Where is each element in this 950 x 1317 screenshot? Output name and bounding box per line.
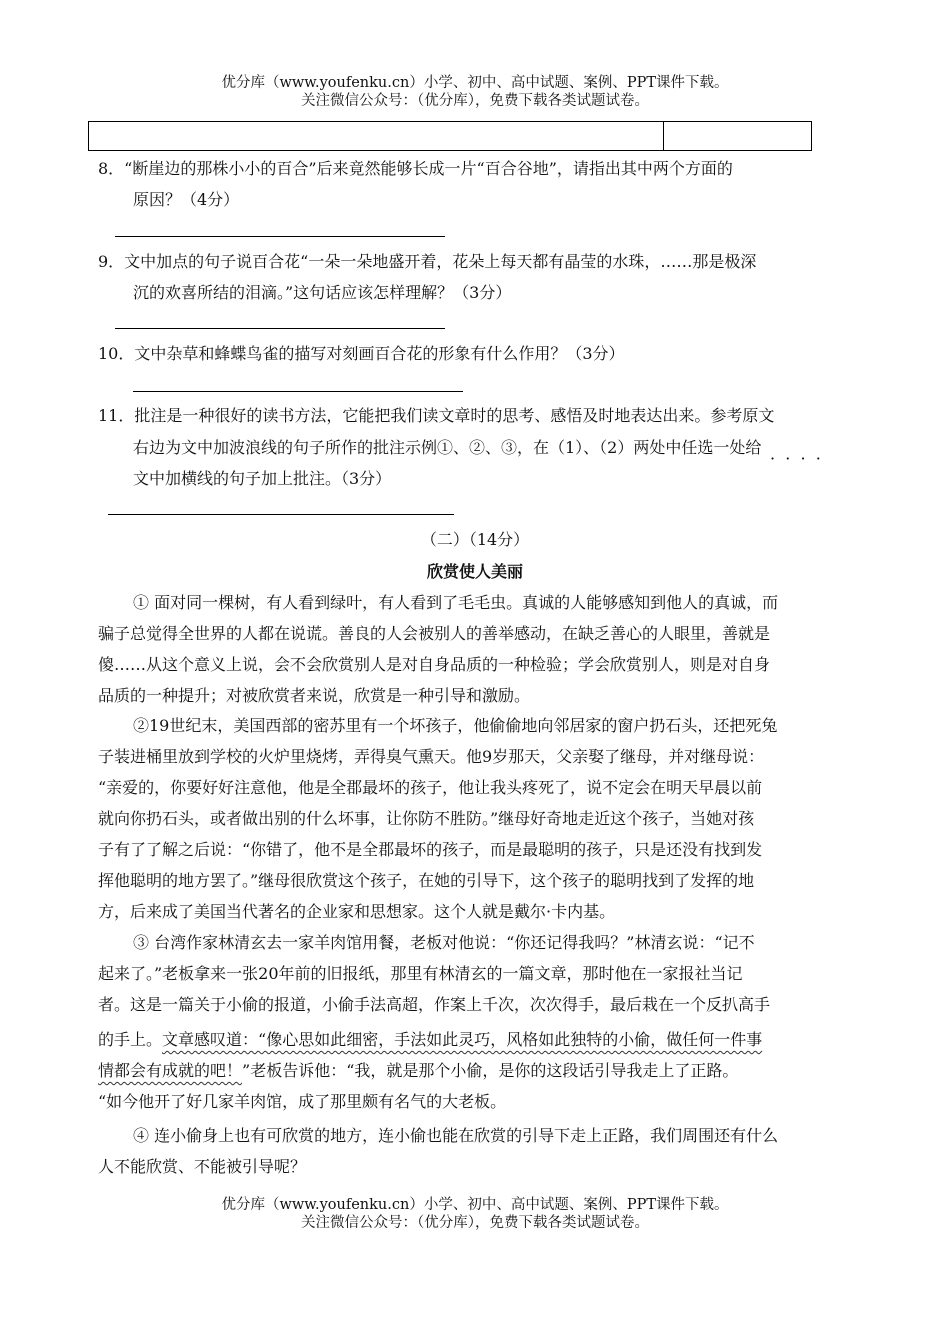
table-divider	[663, 122, 664, 150]
passage-p2-line: “亲爱的，你要好好注意他，他是全郡最坏的孩子，他让我头疼死了，说不定会在明天早晨以前	[98, 778, 763, 797]
question-8-answer-line[interactable]	[115, 236, 445, 237]
plain-text: 的手上。	[98, 1030, 163, 1049]
footer-line-1: 优分库（www.youfenku.cn）小学、初中、高中试题、案例、PPT课件下载。	[221, 1197, 729, 1213]
passage-p1-line: 品质的一种提升；对被欣赏者来说，欣赏是一种引导和激励。	[98, 686, 531, 705]
footer-line-2: 关注微信公众号：（优分库），免费下载各类试题试卷。	[301, 1215, 649, 1231]
plain-text: ”老板告诉他：“我，就是那个小偷，是你的这段话引导我走上了正路。	[242, 1061, 739, 1080]
passage-p4-line: ④ 连小偷身上也有可欣赏的地方，连小偷也能在欣赏的引导下走上正路，我们周围还有什么	[133, 1126, 779, 1145]
question-8-line-2: 原因？（4分）	[133, 190, 240, 209]
passage-p1-line: ① 面对同一棵树，有人看到绿叶，有人看到了毛毛虫。真诚的人能够感知到他人的真诚，而	[133, 593, 779, 612]
passage-p3-line: 者。这是一篇关于小偷的报道，小偷手法高超，作案上千次，次次得手，最后栽在一个反扒高手	[98, 995, 771, 1014]
passage-p3-line	[98, 1061, 738, 1081]
passage-p2-line: 挥他聪明的地方罢了。”继母很欣赏这个孩子，在她的引导下，这个孩子的聪明找到了发挥的地	[98, 871, 755, 890]
question-8-line-1: 8．“断崖边的那株小小的百合”后来竟然能够长成一片“百合谷地”，请指出其中两个方面的	[98, 159, 733, 178]
question-10-answer-line[interactable]	[133, 391, 463, 392]
passage-p2-line: 方，后来成了美国当代著名的企业家和思想家。这个人就是戴尔·卡内基。	[98, 902, 616, 921]
passage-p2-line: 就向你扔石头，或者做出别的什么坏事，让你防不胜防。”继母好奇地走近这个孩子，当她对孩	[98, 809, 755, 828]
passage-p4-line: 人不能欣赏、不能被引导呢？	[98, 1157, 307, 1176]
passage-p3-line: “如今他开了好几家羊肉馆，成了那里颇有名气的大老板。	[98, 1092, 507, 1111]
question-10-line-1: 10．文中杂草和蜂蝶鸟雀的描写对刻画百合花的形象有什么作用？（3分）	[98, 344, 625, 363]
question-11-line-2: 右边为文中加波浪线的句子所作的批注示例①、②、③，在（1）、（2）两处中任选一处给	[133, 438, 762, 457]
header-line-1: 优分库（www.youfenku.cn）小学、初中、高中试题、案例、PPT课件下载。	[221, 75, 729, 91]
passage-p1-line: 骗子总觉得全世界的人都在说谎。善良的人会被别人的善举感动，在缺乏善心的人眼里，善就是	[98, 624, 771, 643]
passage-p3-line: ③ 台湾作家林清玄去一家羊肉馆用餐，老板对他说：“你还记得我吗？”林清玄说：“记不	[133, 933, 755, 952]
passage-p2-line: ②19世纪末，美国西部的密苏里有一个坏孩子，他偷偷地向邻居家的窗户扔石头，还把死兔	[133, 716, 778, 735]
passage-p3-line: 起来了。”老板拿来一张20年前的旧报纸，那里有林清玄的一篇文章，那时他在一家报社当记	[98, 964, 743, 983]
header-line-2: 关注微信公众号：（优分库），免费下载各类试题试卷。	[301, 93, 649, 109]
wavy-underlined-sentence: 文章感叹道：“像心思如此细密，手法如此灵巧，风格如此独特的小偷，做任何一件事	[162, 1030, 763, 1049]
answer-table	[88, 121, 812, 151]
wavy-underlined-sentence: 情都会有成就的吧！	[98, 1061, 243, 1080]
passage-p2-line: 子装进桶里放到学校的火炉里烧烤，弄得臭气熏天。他9岁那天，父亲娶了继母，并对继母说：	[98, 747, 765, 766]
passage-p1-line: 傻……从这个意义上说，会不会欣赏别人是对自身品质的一种检验；学会欣赏别人，则是对自身	[98, 655, 771, 674]
question-11-answer-line[interactable]	[108, 514, 454, 515]
question-9-line-2: 沉的欢喜所结的泪滴。”这句话应该怎样理解？（3分）	[133, 283, 512, 302]
emphasis-dots: · · · ·	[770, 449, 821, 468]
question-11-line-1: 11．批注是一种很好的读书方法，它能把我们读文章时的思考、感悟及时地表达出来。参考原文	[98, 406, 775, 425]
section-heading: （二）（14分）	[420, 530, 530, 549]
page-header	[0, 74, 950, 110]
passage-title: 欣赏使人美丽	[426, 562, 523, 581]
question-9-line-1: 9．文中加点的句子说百合花“一朵一朵地盛开着，花朵上每天都有晶莹的水珠，……那是极深	[98, 252, 757, 271]
passage-p2-line: 子有了了解之后说：“你错了，他不是全郡最坏的孩子，而是最聪明的孩子，只是还没有找到发	[98, 840, 763, 859]
page-footer	[0, 1196, 950, 1232]
question-9-answer-line[interactable]	[115, 328, 445, 329]
question-11-line-3: 文中加横线的句子加上批注。（3分）	[133, 469, 392, 488]
passage-p3-line	[98, 1030, 762, 1050]
